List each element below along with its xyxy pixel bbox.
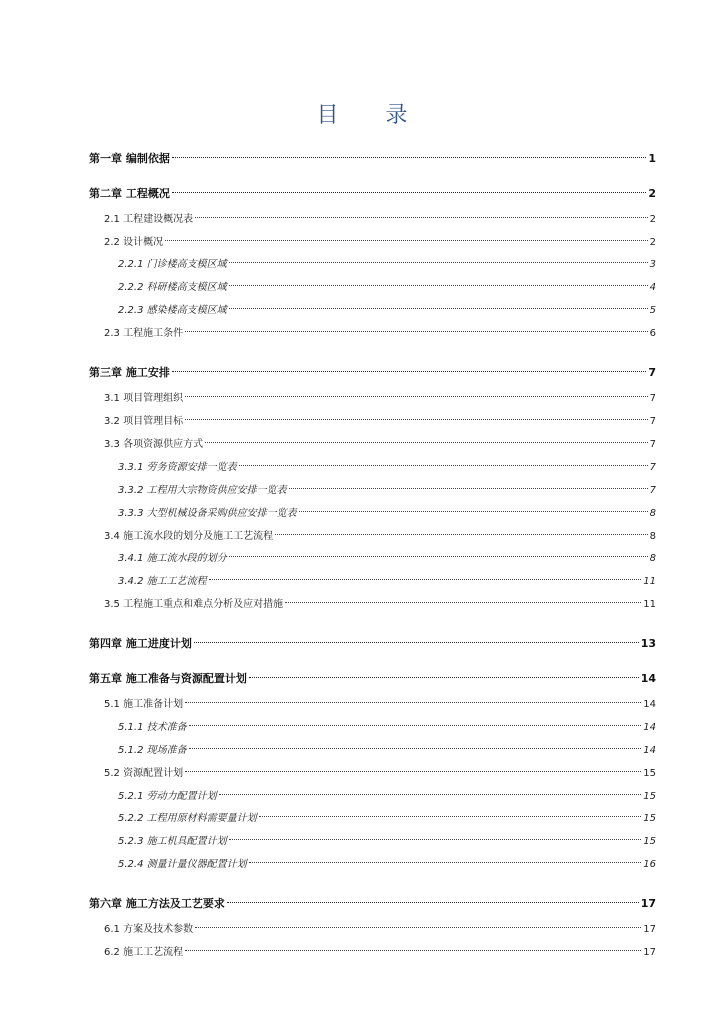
toc-entry-page-number: 2 <box>649 237 656 248</box>
toc-entry-page-number: 3 <box>649 259 656 270</box>
toc-entry-page-number: 15 <box>643 813 656 824</box>
toc-dot-leader <box>185 315 648 332</box>
toc-entry-page-number: 6 <box>649 328 656 339</box>
toc-entry-label: 第三章 施工安排 <box>89 366 170 379</box>
toc-title: 目 录 <box>316 103 428 128</box>
toc-entry-label: 2.2.1 门诊楼高支模区域 <box>118 259 227 270</box>
toc-entry-label: 第六章 施工方法及工艺要求 <box>89 897 225 910</box>
toc-entry-page-number: 14 <box>643 745 656 756</box>
toc-dot-leader <box>229 292 648 309</box>
toc-entry-level-2[interactable] <box>104 407 656 427</box>
toc-entry-page-number: 17 <box>640 897 656 910</box>
toc-dot-leader <box>285 586 641 603</box>
toc-entry-label: 2.1 工程建设概况表 <box>104 214 194 225</box>
toc-entry-page-number: 8 <box>649 531 656 542</box>
toc-entry-page-number: 1 <box>648 152 656 165</box>
toc-entry-level-1[interactable] <box>89 180 656 200</box>
toc-entry-page-number: 15 <box>643 791 656 802</box>
toc-dot-leader <box>195 911 641 928</box>
toc-entry-label: 5.1.2 现场准备 <box>118 745 187 756</box>
toc-entry-page-number: 14 <box>643 722 656 733</box>
toc-dot-leader <box>259 800 642 817</box>
toc-entry-level-2[interactable] <box>104 205 656 225</box>
toc-entry-label: 5.2.2 工程用原材料需要量计划 <box>118 813 257 824</box>
toc-entry-level-3[interactable] <box>118 296 656 316</box>
toc-dot-leader <box>189 732 642 749</box>
toc-entry-label: 3.4 施工流水段的划分及施工工艺流程 <box>104 531 274 542</box>
toc-entry-level-2[interactable] <box>104 430 656 450</box>
toc-entry-page-number: 7 <box>649 462 656 473</box>
toc-entry-page-number: 16 <box>643 859 656 870</box>
toc-dot-leader <box>275 518 648 535</box>
toc-entry-label: 第二章 工程概况 <box>89 187 170 200</box>
toc-entry-level-1[interactable] <box>89 630 656 650</box>
toc-entry-label: 3.3.2 工程用大宗物资供应安排一览表 <box>118 485 287 496</box>
toc-entry-level-2[interactable] <box>104 384 656 404</box>
toc-entry-label: 6.1 方案及技术参数 <box>104 924 194 935</box>
toc-dot-leader <box>299 495 648 512</box>
toc-dot-leader <box>229 540 648 557</box>
toc-entry-label: 3.2 项目管理目标 <box>104 416 184 427</box>
toc-entry-page-number: 8 <box>649 508 656 519</box>
toc-entry-page-number: 8 <box>649 553 656 564</box>
toc-entry-page-number: 2 <box>648 187 656 200</box>
toc-dot-leader <box>209 563 642 580</box>
toc-entry-label: 2.2.2 科研楼高支模区域 <box>118 282 227 293</box>
toc-entry-label: 3.1 项目管理组织 <box>104 393 184 404</box>
toc-entry-page-number: 11 <box>643 576 656 587</box>
toc-dot-leader <box>185 686 641 703</box>
toc-entry-page-number: 5 <box>649 305 656 316</box>
toc-entry-page-number: 11 <box>643 599 656 610</box>
toc-dot-leader <box>249 661 639 678</box>
toc-dot-leader <box>185 755 641 772</box>
toc-entry-level-3[interactable] <box>118 736 656 756</box>
toc-entry-page-number: 7 <box>649 485 656 496</box>
toc-dot-leader <box>239 449 648 466</box>
toc-dot-leader <box>229 269 648 286</box>
toc-dot-leader <box>172 176 647 193</box>
toc-entry-level-2[interactable] <box>104 938 656 958</box>
toc-entry-label: 3.3.1 劳务资源安排一览表 <box>118 462 237 473</box>
toc-entry-level-1[interactable] <box>89 665 656 685</box>
toc-dot-leader <box>229 246 648 263</box>
toc-entry-level-3[interactable] <box>118 476 656 496</box>
toc-entry-label: 第四章 施工进度计划 <box>89 637 192 650</box>
toc-entry-level-3[interactable] <box>118 782 656 802</box>
toc-entry-label: 2.2.3 感染楼高支模区域 <box>118 305 227 316</box>
toc-dot-leader <box>165 224 648 241</box>
toc-entry-label: 3.5 工程施工重点和难点分析及应对措施 <box>104 599 284 610</box>
toc-dot-leader <box>229 823 642 840</box>
toc-entry-page-number: 15 <box>643 768 656 779</box>
toc-entry-label: 6.2 施工工艺流程 <box>104 947 184 958</box>
toc-entry-page-number: 17 <box>643 924 656 935</box>
toc-entry-level-2[interactable] <box>104 522 656 542</box>
toc-entry-level-2[interactable] <box>104 759 656 779</box>
toc-entry-label: 3.3 各项资源供应方式 <box>104 439 204 450</box>
toc-dot-leader <box>249 846 642 863</box>
toc-entry-label: 3.4.2 施工工艺流程 <box>118 576 207 587</box>
toc-entry-level-2[interactable] <box>104 319 656 339</box>
toc-entry-page-number: 7 <box>649 439 656 450</box>
toc-entry-label: 2.3 工程施工条件 <box>104 328 184 339</box>
toc-entry-level-1[interactable] <box>89 890 656 910</box>
toc-dot-leader <box>172 355 647 372</box>
toc-entry-page-number: 4 <box>649 282 656 293</box>
toc-entry-label: 3.4.1 施工流水段的划分 <box>118 553 227 564</box>
toc-entry-label: 5.2.3 施工机具配置计划 <box>118 836 227 847</box>
toc-entry-label: 第五章 施工准备与资源配置计划 <box>89 672 247 685</box>
toc-entry-level-3[interactable] <box>118 567 656 587</box>
toc-entry-level-2[interactable] <box>104 228 656 248</box>
toc-dot-leader <box>227 886 639 903</box>
toc-entry-page-number: 15 <box>643 836 656 847</box>
toc-entry-label: 第一章 编制依据 <box>89 152 170 165</box>
toc-entry-level-3[interactable] <box>118 499 656 519</box>
toc-entry-page-number: 14 <box>640 672 656 685</box>
toc-entry-page-number: 7 <box>649 393 656 404</box>
toc-entry-level-3[interactable] <box>118 273 656 293</box>
toc-entry-level-3[interactable] <box>118 713 656 733</box>
toc-entry-label: 3.3.3 大型机械设备采购供应安排一览表 <box>118 508 297 519</box>
toc-dot-leader <box>185 403 648 420</box>
toc-dot-leader <box>185 934 641 951</box>
toc-entry-level-2[interactable] <box>104 590 656 610</box>
toc-entry-level-1[interactable] <box>89 145 656 165</box>
toc-entry-level-2[interactable] <box>104 915 656 935</box>
toc-entry-level-3[interactable] <box>118 544 656 564</box>
toc-dot-leader <box>194 626 639 643</box>
toc-entry-page-number: 7 <box>648 366 656 379</box>
toc-entry-label: 5.1.1 技术准备 <box>118 722 187 733</box>
toc-entry-page-number: 7 <box>649 416 656 427</box>
toc-entry-page-number: 13 <box>640 637 656 650</box>
toc-dot-leader <box>205 426 648 443</box>
toc-dot-leader <box>219 778 642 795</box>
toc-entry-page-number: 14 <box>643 699 656 710</box>
toc-entry-level-3[interactable] <box>118 850 656 870</box>
toc-entry-level-1[interactable] <box>89 359 656 379</box>
toc-entry-label: 5.2.1 劳动力配置计划 <box>118 791 217 802</box>
toc-entry-page-number: 2 <box>649 214 656 225</box>
toc-dot-leader <box>172 141 647 158</box>
toc-entry-label: 5.1 施工准备计划 <box>104 699 184 710</box>
toc-entry-level-2[interactable] <box>104 690 656 710</box>
toc-entry-level-3[interactable] <box>118 250 656 270</box>
toc-dot-leader <box>289 472 648 489</box>
toc-entry-level-3[interactable] <box>118 804 656 824</box>
toc-entry-label: 5.2.4 测量计量仪器配置计划 <box>118 859 247 870</box>
toc-dot-leader <box>189 709 642 726</box>
toc-entry-page-number: 17 <box>643 947 656 958</box>
toc-entry-level-3[interactable] <box>118 827 656 847</box>
toc-entry-level-3[interactable] <box>118 453 656 473</box>
toc-entry-label: 2.2 设计概况 <box>104 237 164 248</box>
toc-dot-leader <box>185 380 648 397</box>
toc-dot-leader <box>195 201 648 218</box>
toc-entry-label: 5.2 资源配置计划 <box>104 768 184 779</box>
